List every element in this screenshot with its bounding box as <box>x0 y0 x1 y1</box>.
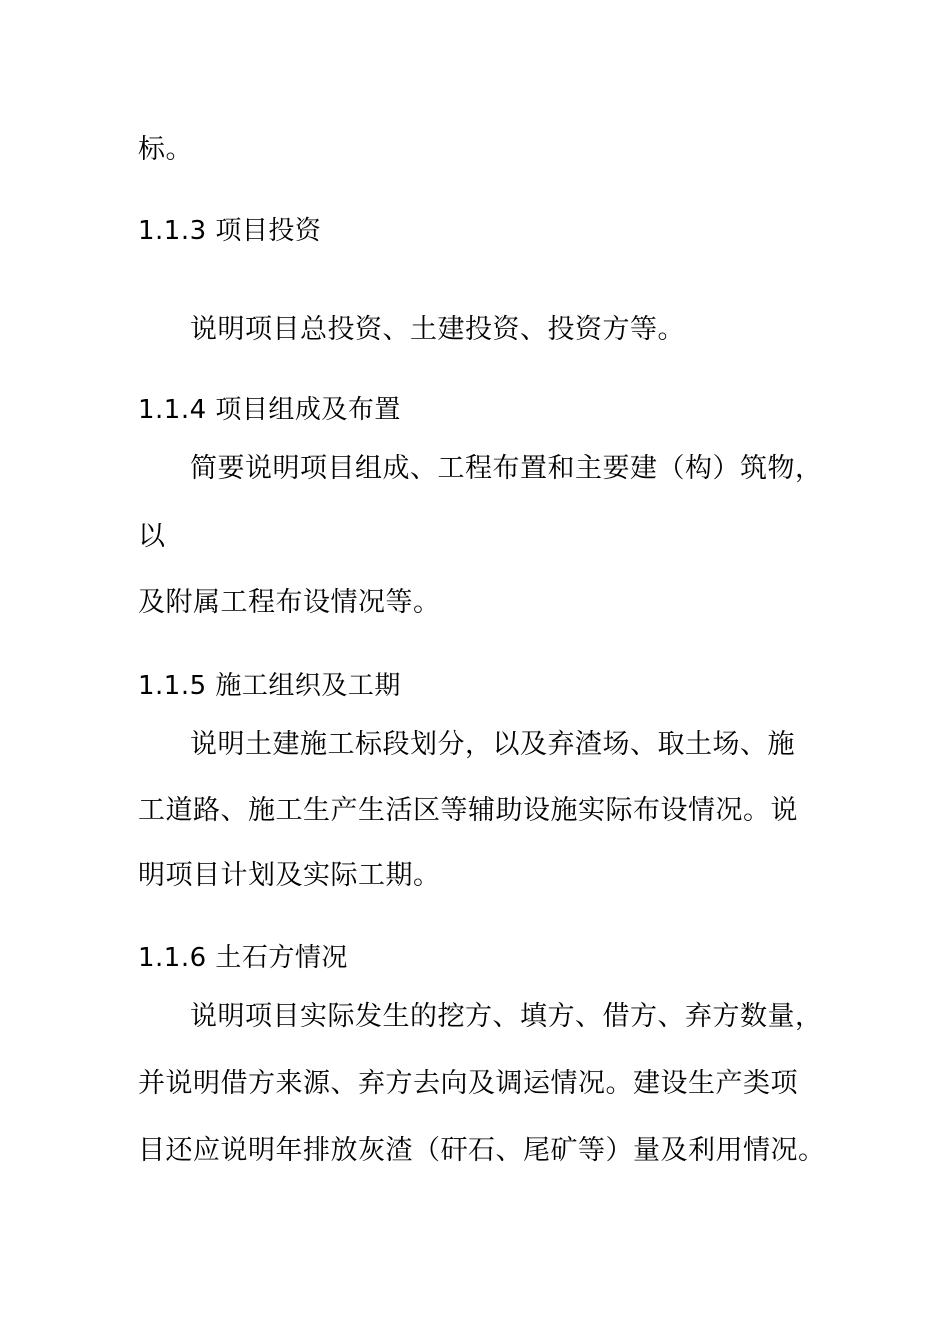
section-body-line: 并说明借方来源、弃方去向及调运情况。建设生产类项 <box>138 1068 798 1099</box>
section-body-line: 工道路、施工生产生活区等辅助设施实际布设情况。说 <box>138 795 798 826</box>
section-body-line: 简要说明项目组成、工程布置和主要建（构）筑物， <box>190 453 823 484</box>
section-body-line: 以 <box>138 521 166 552</box>
section-body-line: 及附属工程布设情况等。 <box>138 587 441 618</box>
section-body-line: 说明土建施工标段划分，以及弃渣场、取土场、施 <box>190 729 795 760</box>
section-body-line: 目还应说明年排放灰渣（矸石、尾矿等）量及利用情况。 <box>138 1135 826 1166</box>
section-body-line: 明项目计划及实际工期。 <box>138 860 441 891</box>
section-body-line: 说明项目实际发生的挖方、填方、借方、弃方数量， <box>190 1001 823 1032</box>
section-heading-1-1-3: 1.1.3 项目投资 <box>138 216 322 246</box>
section-heading-1-1-4: 1.1.4 项目组成及布置 <box>138 395 401 425</box>
section-heading-1-1-6: 1.1.6 土石方情况 <box>138 943 348 973</box>
section-body-line: 说明项目总投资、土建投资、投资方等。 <box>190 314 685 345</box>
section-heading-1-1-5: 1.1.5 施工组织及工期 <box>138 671 401 701</box>
paragraph-continuation: 标。 <box>138 134 193 165</box>
